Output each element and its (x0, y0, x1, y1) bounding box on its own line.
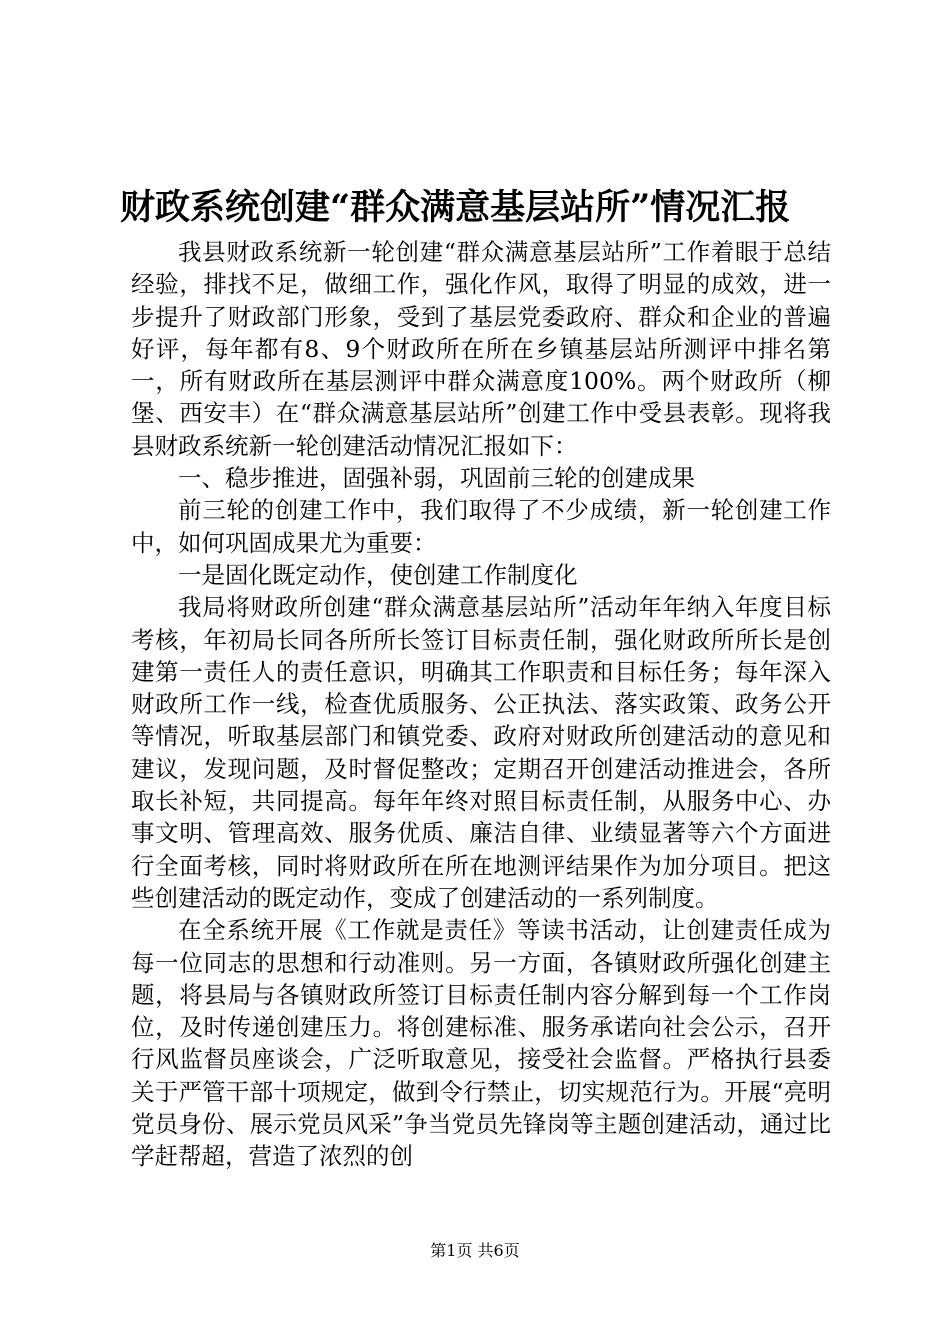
paragraph-intro: 我县财政系统新一轮创建“群众满意基层站所”工作着眼于总结经验，排找不足，做细工作，强化作风，取得了明显的成效，进一步提升了财政部门形象，受到了基层党委政府、群众和企业的普遍好评，每年都有8、9个财政所在所在乡镇基层站所测评中排名第一，所有财政所在基层测评中群众满意度100%。两个财政所（柳堡、西安丰）在“群众满意基层站所”创建工作中受县表彰。现将我县财政系统新一轮创建活动情况汇报如下： (131, 238, 831, 460)
paragraph-section-1: 前三轮的创建工作中，我们取得了不少成绩，新一轮创建工作中，如何巩固成果尤为重要： (131, 496, 831, 557)
document-body (131, 236, 831, 1173)
paragraph-reading: 在全系统开展《工作就是责任》等读书活动，让创建责任成为每一位同志的思想和行动准则。另一方面，各镇财政所强化创建主题，将县局与各镇财政所签订目标责任制内容分解到每一个工作岗位，及时传递创建压力。将创建标准、服务承诺向社会公示，召开行风监督员座谈会，广泛听取意见，接受社会监督。严格执行县委关于严管干部十项规定，做到令行禁止，切实规范行为。开展“亮明党员身份、展示党员风采”争当党员先锋岗等主题创建活动，通过比学赶帮超，营造了浓烈的创 (131, 916, 831, 1171)
section-heading-1: 一、稳步推进，固强补弱，巩固前三轮的创建成果 (178, 464, 695, 493)
paragraph-targets: 我局将财政所创建“群众满意基层站所”活动年年纳入年度目标考核，年初局长同各所所长签订目标责任制，强化财政所所长是创建第一责任人的责任意识，明确其工作职责和目标任务；每年深入财政所工作一线，检查优质服务、公正执法、落实政策、政务公开等情况，听取基层部门和镇党委、政府对财政所创建活动的意见和建议，发现问题，及时督促整改；定期召开创建活动推进会，各所取长补短，共同提高。每年年终对照目标责任制，从服务中心、办事文明、管理高效、服务优质、廉洁自律、业绩显著等六个方面进行全面考核，同时将财政所在所在地测评结果作为加分项目。把这些创建活动的既定动作，变成了创建活动的一系列制度。 (131, 593, 831, 912)
subheading-1: 一是固化既定动作，使创建工作制度化 (178, 560, 578, 589)
document-title: 财政系统创建“群众满意基层站所”情况汇报 (120, 187, 791, 228)
page-number-footer: 第1页 共6页 (430, 1241, 520, 1260)
